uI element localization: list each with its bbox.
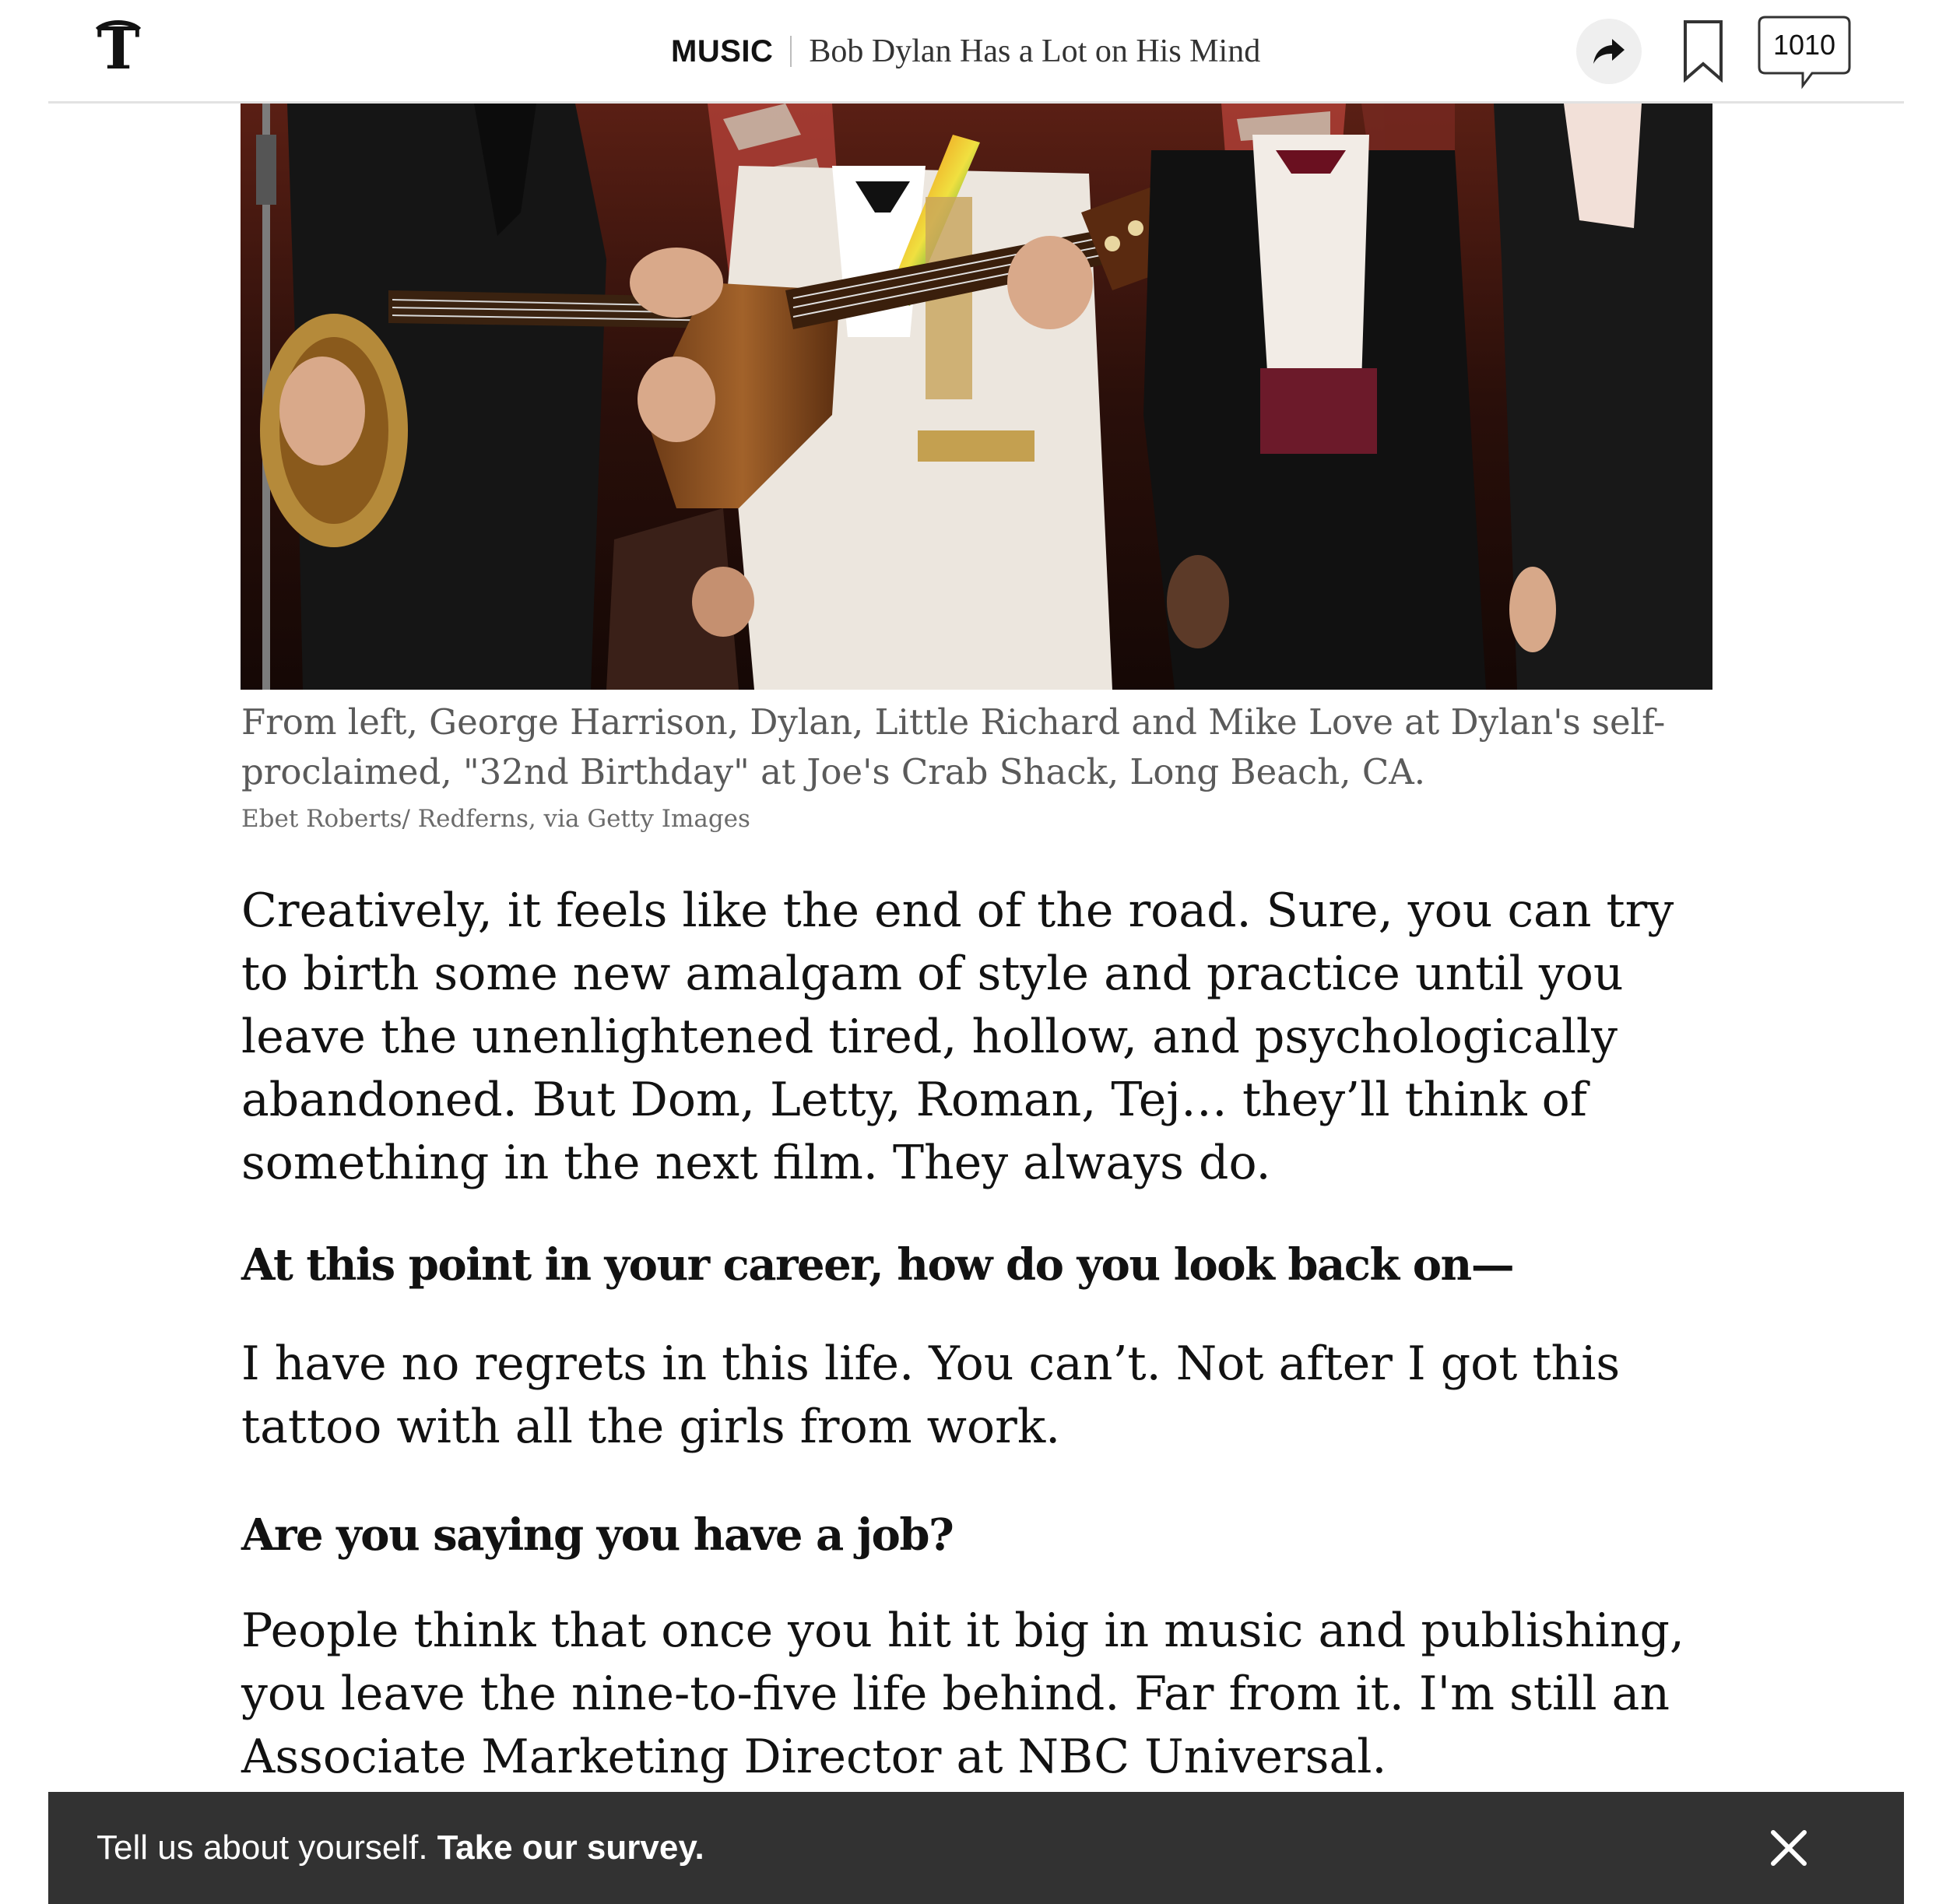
interview-question: Are you saying you have a job? (241, 1509, 954, 1561)
photo-caption: From left, George Harrison, Dylan, Little Richard and Mike Love at Dylan's self-proclaimed, "32nd Birthday" at Joe's Crab Shack, Long Beach, CA. (241, 701, 1666, 792)
share-arrow-icon (1592, 36, 1626, 67)
interview-question: At this point in your career, how do you look back on— (241, 1239, 1514, 1291)
share-button[interactable] (1576, 19, 1642, 84)
photo-credit: Ebet Roberts/ Redferns, via Getty Images (241, 805, 750, 833)
article-title: Bob Dylan Has a Lot on His Mind (809, 33, 1261, 69)
header-divider (790, 36, 792, 67)
article-paragraph: Creatively, it feels like the end of the road. Sure, you can try to birth some new amalgam of style and practice until you leave the unenlightened tired, hollow, and psychologically abandoned. But Dom, Letty, Roman, Tej… they’ll think of something in the next film. They always do. (241, 883, 1674, 1190)
bookmark-icon (1681, 19, 1725, 84)
article-photo (241, 104, 1712, 690)
nyt-logo-icon[interactable] (91, 17, 146, 79)
svg-text:T: T (97, 17, 140, 79)
survey-message (97, 1792, 704, 1904)
article-paragraph: I have no regrets in this life. You can’t. Not after I got this tattoo with all the girls from work. (241, 1337, 1621, 1454)
survey-prompt: Tell us about yourself. (97, 1828, 428, 1867)
close-icon (1770, 1829, 1807, 1867)
comments-button[interactable] (1758, 16, 1851, 90)
survey-close-button[interactable] (1761, 1820, 1817, 1876)
survey-link[interactable]: Take our survey. (437, 1828, 704, 1867)
article-paragraph: People think that once you hit it big in music and publishing, you leave the nine-to-five life behind. Far from it. I'm still an Associate Marketing Director at NBC Universal. (241, 1604, 1684, 1784)
comment-count: 1010 (1772, 29, 1836, 61)
survey-banner (48, 1792, 1904, 1904)
bookmark-button[interactable] (1681, 19, 1725, 84)
header-breadcrumb (671, 28, 1260, 75)
section-label[interactable]: MUSIC (671, 33, 774, 69)
sticky-header (48, 0, 1904, 104)
article-page (48, 0, 1904, 1904)
